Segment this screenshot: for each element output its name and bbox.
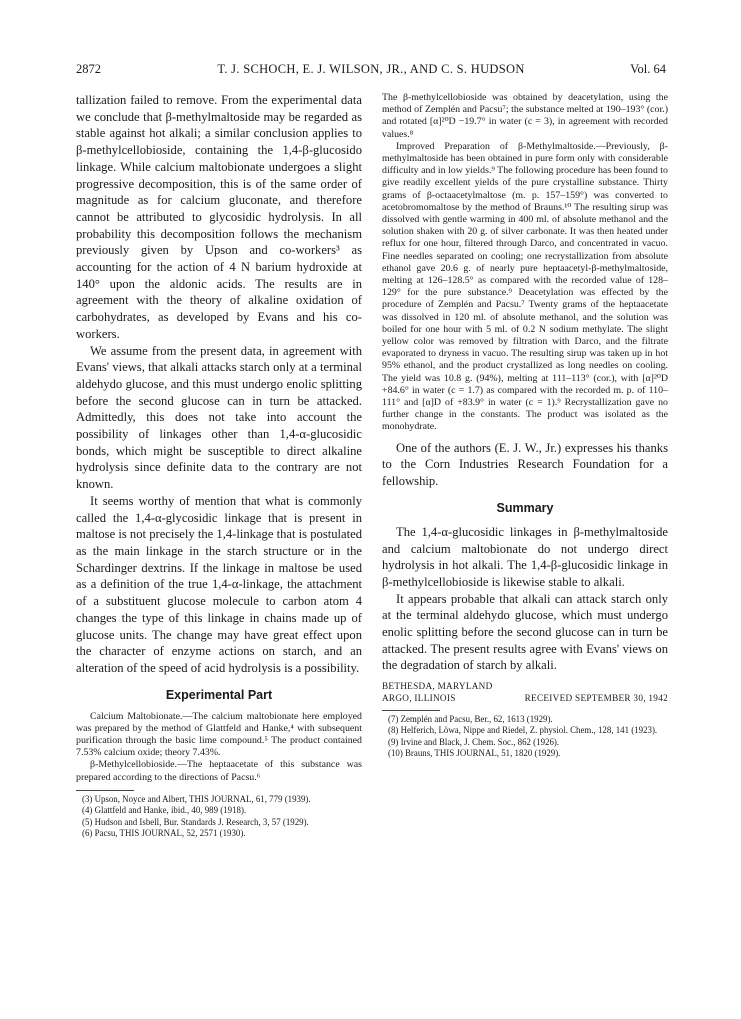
footnote: (7) Zemplén and Pacsu, Ber., 62, 1613 (1929). (388, 713, 553, 724)
footnote: (5) Hudson and Isbell, Bur. Standards J. Research, 3, 57 (1929). (82, 816, 309, 827)
footnote: (8) Helferich, Löwa, Nippe and Riedel, Z. physiol. Chem., 128, 141 (1923). (388, 725, 658, 736)
affiliation-line: ARGO, ILLINOIS (382, 692, 456, 703)
experimental-paragraph: β-Methylcellobioside.—The heptaacetate of this substance was prepared according to the directions of Pacsu.⁶ (76, 759, 362, 783)
experimental-paragraph: Improved Preparation of β-Methylmaltoside.—Previously, β-methylmaltoside has been obtained in pure form only with considerable difficulty and in low yields.⁹ The following procedure has been found to give readily excellent yields of the pure crystalline substance. Thirty grams of β-octaacetylmaltose (m. p. 157–159°) was converted to acetobromomaltose by the method of Brauns.¹⁰ The resulting sirup was dissolved with gentle warming in 400 ml. of absolute methanol and the solution shaken with 20 g. of silver carbonate. It was then heated under reflux for one hour, filtered through Darco, and concentrated in vacuo. Fine needles separated on cooling; one recrystallization from absolute ethanol gave 20.6 g. of nearly pure heptaacetyl-β-methylmaltoside, melting at 126–128.5° as compared with the recorded value of 128–129° for the pure substance.⁹ Deacetylation was effected by the procedure of Zemplén and Pacsu.⁷ Twenty grams of the heptaacetate was dissolved in 120 ml. of absolute methanol, and the solution was boiled for one hour with 5 ml. of 0.2 N sodium methylate. The slight yellow color was removed by filtration with Darco, and the filtrate evaporated to dryness in vacuo. The resulting sirup was taken up in hot 95% ethanol, and the product crystallized as long needles on cooling. The yield was 10.8 g. (94%), melting at 111–113° (cor.), with [α]²⁰D +84.6° in water (c = 1.7) as compared with the recorded m. p. of 110–111° and [α]D of +83.9° in water (c = 1).⁹ Recrystallization gave no further change in the constants. The product was isolated as the monohydrate. (382, 140, 668, 433)
footnote: (3) Upson, Noyce and Albert, THIS JOURNAL, 61, 779 (1939). (82, 793, 311, 804)
page-number: 2872 (76, 62, 101, 76)
received-date: RECEIVED SEPTEMBER 30, 1942 (524, 692, 668, 703)
body-paragraph: We assume from the present data, in agreement with Evans' views, that alkali attacks starch only at a terminal aldehydo glucose, and this must undergo enolic splitting before the second glucose can in turn be attacked. Admittedly, this does not take into account the possibility of linkages other than 1,4-α-glucosidic bonds, which might be susceptible to direct alkaline hydrolysis since definite data to the contrary are not known. (76, 343, 362, 492)
summary-paragraph: The 1,4-α-glucosidic linkages in β-methylmaltoside and calcium maltobionate do not undergo direct hydrolysis in hot alkali. The 1,4-β-glucosidic linkage in β-methylcellobioside is likewise stable to alkali. (382, 524, 668, 589)
left-column (76, 92, 362, 839)
body-paragraph: tallization failed to remove. From the experimental data we conclude that β-methylmaltoside may be regarded as stable against hot alkali; a similar conclusion applies to β-methylcellobioside, containing the 1,4-β-glucosido linkage. While calcium maltobionate undergoes a slight progressive decomposition, this is of the same order of magnitude as for calcium gluconate, and therefore cannot be attributed to glycosidic hydrolysis. In all probability this decomposition follows the mechanism previously given by Upson and co-workers³ as accounting for the action of 4 N barium hydroxide at 140° upon the aldonic acids. The results are in agreement with the theory of alkaline oxidation of carbohydrates, as developed by Evans and his co-workers. (76, 93, 362, 341)
running-authors: T. J. SCHOCH, E. J. WILSON, JR., AND C. S. HUDSON (217, 62, 525, 76)
section-heading: Experimental Part (165, 687, 273, 702)
footnote-rule (76, 790, 134, 791)
affiliation-line: BETHESDA, MARYLAND (382, 681, 493, 692)
summary-paragraph: It appears probable that alkali can attack starch only at the terminal aldehydo glucose, which must undergo enolic splitting before the second glucose can in turn be attacked. The present results agree with Evans' views on the degradation of starch by alkali. (382, 591, 668, 673)
footnote: (4) Glattfeld and Hanke, ibid., 40, 989 (1918). (82, 805, 247, 816)
acknowledgment-paragraph: One of the authors (E. J. W., Jr.) expresses his thanks to the Corn Industries Research Foundation for a fellowship. (382, 440, 668, 489)
footnote: (10) Brauns, THIS JOURNAL, 51, 1820 (1929). (388, 748, 561, 759)
experimental-paragraph: The β-methylcellobioside was obtained by deacetylation, using the method of Zemplén and Pacsu⁷; the substance melted at 190–193° (cor.) and rotated [α]²⁰D −19.7° in water (c = 3), in agreement with recorded values.⁸ (382, 92, 668, 140)
volume-label: Vol. 64 (630, 62, 666, 76)
experimental-paragraph: Calcium Maltobionate.—The calcium maltobionate here employed was prepared by the method of Glattfeld and Hanke,⁴ with subsequent purification through the basic lime compound.⁵ The product contained 7.53% calcium oxide; theory 7.43%. (76, 710, 362, 759)
summary-heading: Summary (496, 500, 554, 515)
body-paragraph: It seems worthy of mention that what is commonly called the 1,4-α-glycosidic linkage that is present in maltose is not precisely the 1,4-linkage that is postulated as the main linkage in the starch structure or in the Schardinger dextrins. If the linkage in maltose be used as a definition of the true 1,4-α-linkage, the attachment of a substituent glucose molecule to carbon atom 4 changes the type of this linkage in chains made up of glucose units. The change may have great effect upon the character of enzyme actions on starch, and an alteration of the speed of acid hydrolysis is a possibility. (76, 493, 362, 675)
right-column (382, 92, 668, 760)
footnote-rule (382, 710, 440, 711)
footnote: (9) Irvine and Black, J. Chem. Soc., 862 (1926). (388, 736, 560, 747)
affiliation-block (382, 681, 668, 704)
running-header (76, 62, 666, 82)
footnote: (6) Pacsu, THIS JOURNAL, 52, 2571 (1930). (82, 828, 246, 839)
